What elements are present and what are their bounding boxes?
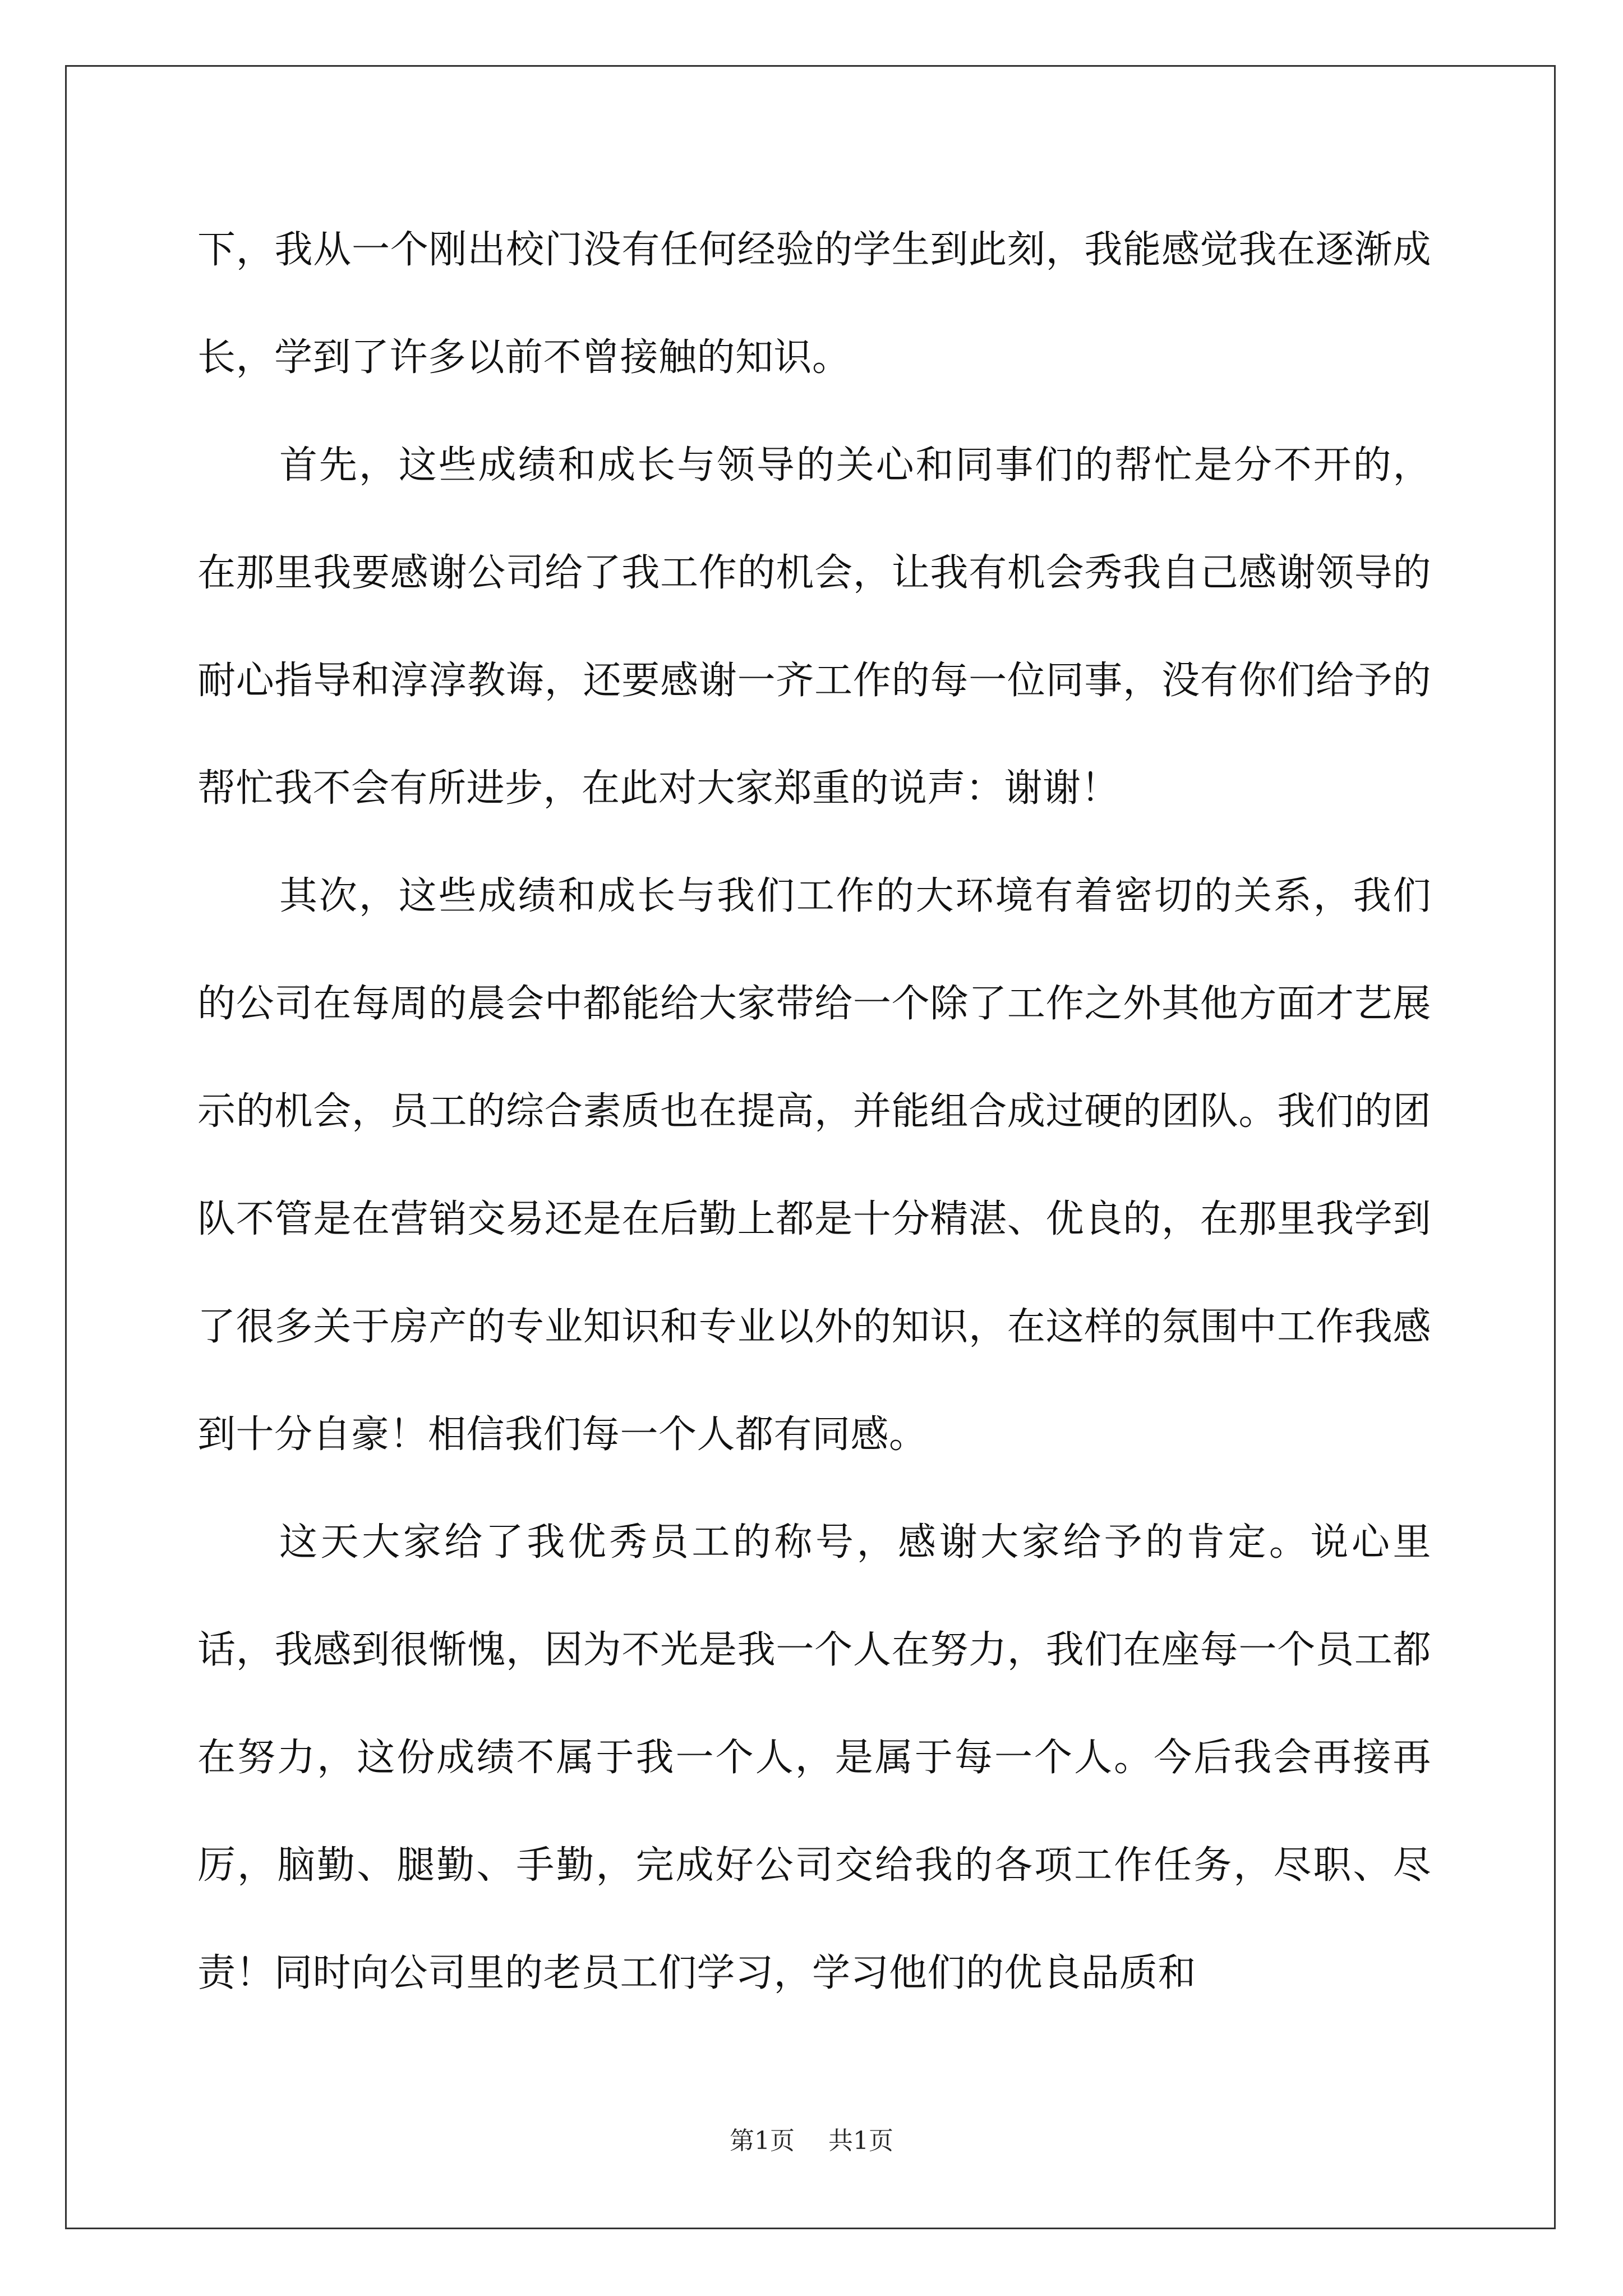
- paragraph-3: 其次，这些成绩和成长与我们工作的大环境有着密切的关系，我们的公司在每周的晨会中都能给大家带给一个除了工作之外其他方面才艺展示的机会，员工的综合素质也在提高，并能组合成过硬的团队。我们的团队不管是在营销交易还是在后勤上都是十分精湛、优良的，在那里我学到了很多关于房产的专业知识和专业以外的知识，在这样的氛围中工作我感到十分自豪！相信我们每一个人都有同感。: [197, 874, 1431, 1457]
- page-number-current: 第1页: [730, 2127, 795, 2155]
- paragraph-2: 首先，这些成绩和成长与领导的关心和同事们的帮忙是分不开的，在那里我要感谢公司给了我工作的机会，让我有机会秀我自己感谢领导的耐心指导和淳淳教诲，还要感谢一齐工作的每一位同事，没有你们给予的帮忙我不会有所进步，在此对大家郑重的说声：谢谢！: [197, 443, 1431, 811]
- document-body: [197, 196, 1431, 2027]
- page-number-total: 共1页: [828, 2127, 893, 2155]
- page-footer: [0, 2120, 1623, 2156]
- paragraph-4: 这天大家给了我优秀员工的称号，感谢大家给予的肯定。说心里话，我感到很惭愧，因为不光是我一个人在努力，我们在座每一个员工都在努力，这份成绩不属于我一个人，是属于每一个人。今后我会再接再厉，脑勤、腿勤、手勤，完成好公司交给我的各项工作任务，尽职、尽责！同时向公司里的老员工们学习，学习他们的优良品质和: [197, 1520, 1431, 1995]
- paragraph-1: 下，我从一个刚出校门没有任何经验的学生到此刻，我能感觉我在逐渐成长，学到了许多以前不曾接触的知识。: [197, 228, 1431, 380]
